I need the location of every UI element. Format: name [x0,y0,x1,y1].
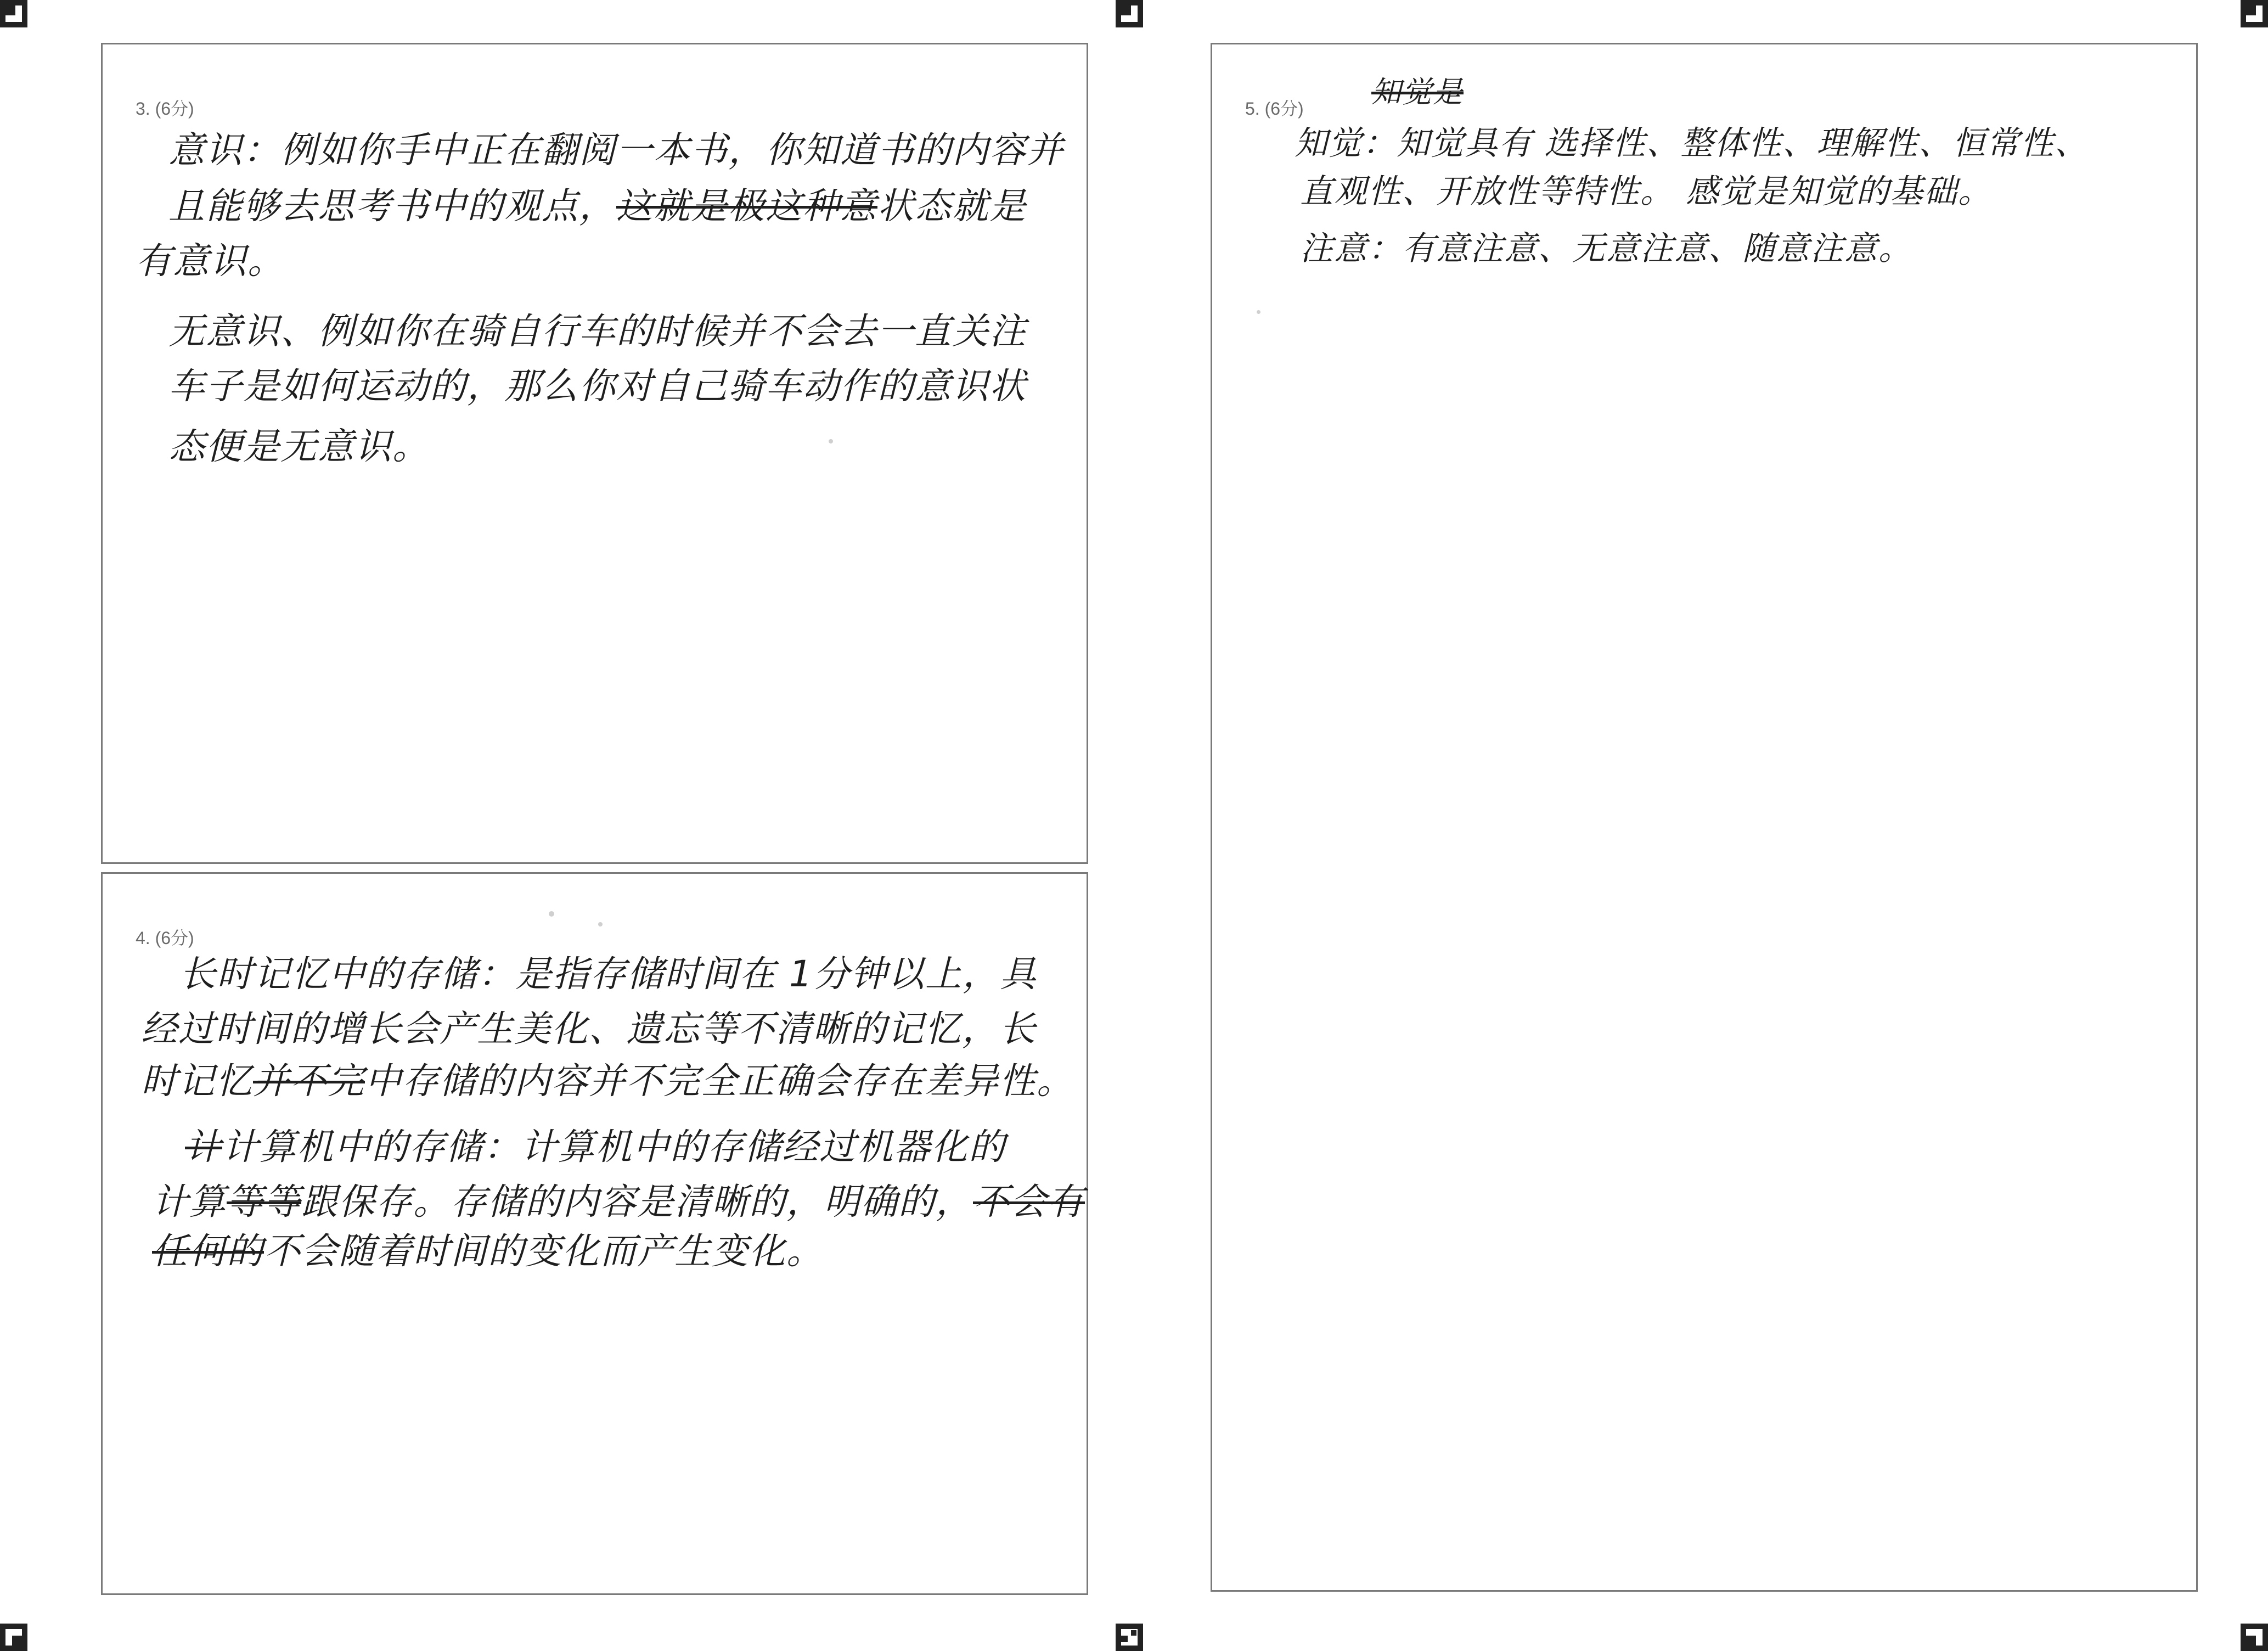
answer-box-q5 [1211,43,2198,1592]
answer-text: 一直关注 [877,310,1027,352]
answer-line [152,1181,1085,1223]
crossed-out-text: 计 [185,1126,222,1168]
answer-text: 且能够去思考书中的观点， [168,185,616,227]
answer-text: 计算机中的存储：计算机中的存储经过机器化的 [222,1126,1006,1168]
answer-line: 长时记忆中的存储：是指存储时间在 1分钟以上，具 [179,953,1037,995]
answer-line: 经过时间的增长会产生美化、遗忘等不清晰的记忆，长 [141,1008,1037,1050]
answer-line: 车子是如何运动的，那么你对自己骑车动作的意识状 [168,365,1027,407]
answer-line [152,1230,824,1272]
answer-text: 时记忆 [141,1060,253,1102]
answer-text: 无意识、例如你在骑自行车的时候并不会去 [168,310,877,352]
registration-marker-bottom-center [1116,1624,1143,1651]
answer-line: 有意识。 [136,240,285,282]
crossed-out-text: 这就是极 [616,185,766,227]
scan-speck [1257,310,1260,314]
answer-text: 状态就是 [877,185,1027,227]
answer-line: 注意：有意注意、无意注意、随意注意。 [1300,229,1912,268]
answer-text: 不会随着时间的变化而产生变化。 [264,1230,824,1272]
crossed-out-text: 这种意 [766,185,877,227]
answer-line [168,310,1027,352]
registration-marker-top-right [2241,0,2268,27]
question-label: 4. (6分) [136,928,194,948]
question-label: 3. (6分) [136,99,194,119]
answer-box-q3 [101,43,1088,864]
registration-marker-bottom-right [2241,1624,2268,1651]
crossed-out-text: 并不完 [253,1060,365,1102]
registration-marker-top-left [0,0,27,27]
scan-speck [598,922,603,926]
answer-line [185,1126,1006,1168]
answer-line: 知觉：知觉具有 选择性、整体性、理解性、恒常性、 [1295,124,2089,162]
crossed-out-text: 等等 [227,1181,301,1223]
registration-marker-top-center [1116,0,1143,27]
answer-text: 计算 [152,1181,227,1223]
answer-line: 意识：例如你手中正在翻阅一本书，你知道书的内容并 [168,129,1064,171]
crossed-out-text: 知觉是 [1371,75,1464,109]
answer-line [168,185,1027,227]
registration-marker-bottom-left [0,1624,27,1651]
answer-line [141,1060,1074,1102]
answer-line: 直观性、开放性等特性。 感觉是知觉的基础。 [1300,172,1993,211]
scan-speck [829,439,833,443]
answer-text: 中存储的内容并不完全正确会存在差异性。 [365,1060,1074,1102]
scan-speck [549,911,554,917]
crossed-out-text: 不会有 [973,1181,1085,1223]
crossed-out-text: 任何的 [152,1230,264,1272]
question-label: 5. (6分) [1245,99,1304,119]
answer-text: 跟保存。存储的内容是清晰的，明确的， [301,1181,973,1223]
answer-box-q4 [101,872,1088,1595]
answer-line: 态便是无意识。 [168,425,430,468]
